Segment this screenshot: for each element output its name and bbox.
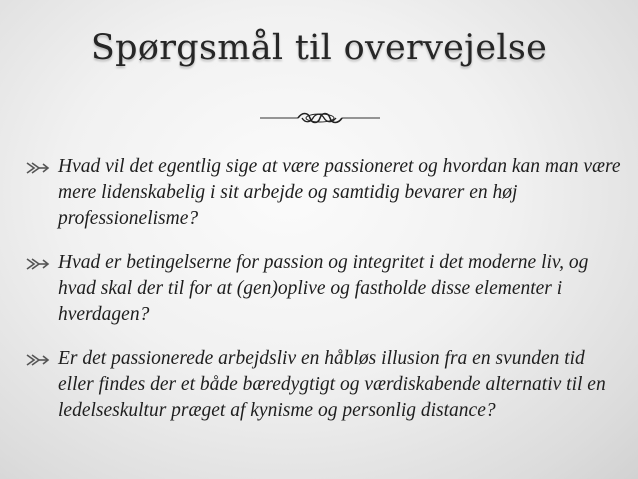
decorative-divider-icon (258, 108, 382, 128)
double-arrow-bullet-icon (24, 352, 50, 368)
bullet-item (24, 154, 624, 232)
double-arrow-bullet-icon (24, 256, 50, 272)
double-arrow-bullet-icon (24, 160, 50, 176)
bullet-text: Er det passionerede arbejdsliv en håbløs illusion fra en svunden tid eller findes der et både bæredygtigt og værdiskabende alternativ til en ledelseskultur præget af kynisme og personlig distance? (58, 348, 606, 421)
bullet-item (24, 346, 624, 424)
bullet-text: Hvad vil det egentlig sige at være passioneret og hvordan kan man være mere lidenskabelig i sit arbejde og samtidig bevarer en høj professionelisme? (58, 156, 621, 229)
bullet-list (24, 154, 624, 442)
bullet-item (24, 250, 624, 328)
slide-title: Spørgsmål til overvejelse (90, 28, 548, 68)
bullet-text: Hvad er betingelserne for passion og integritet i det moderne liv, og hvad skal der til for at (gen)oplive og fastholde disse elementer i hverdagen? (58, 252, 589, 325)
